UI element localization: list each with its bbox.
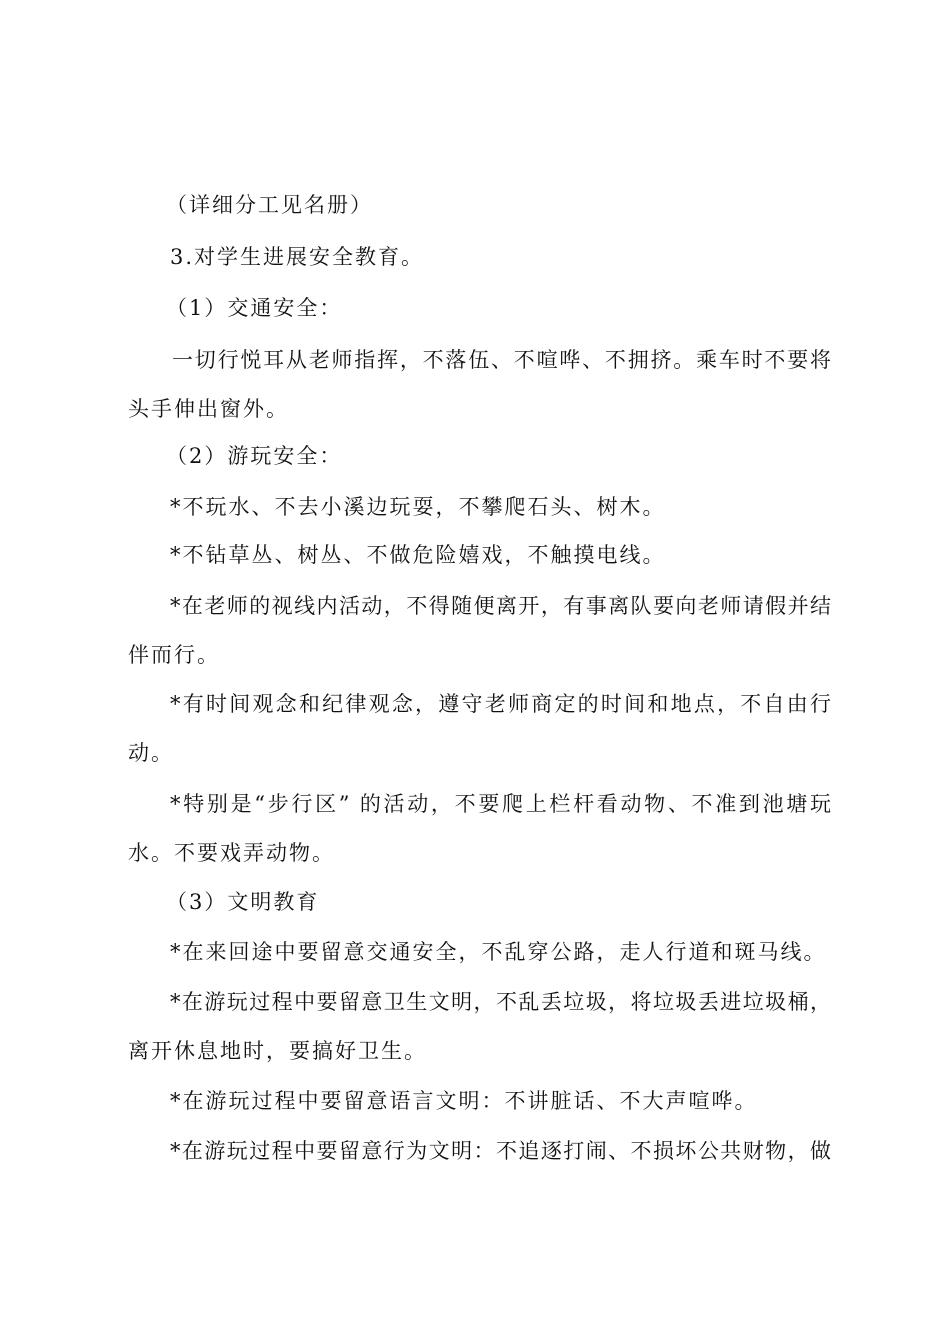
- rule-item-sight-line-2: 伴而行。: [128, 643, 220, 667]
- civility-item-language: *在游玩过程中要留意语言文明：不讲脏话、不大声喧哗。: [170, 1089, 758, 1113]
- rule-item-pedestrian-line-2: 水。不要戏弄动物。: [128, 841, 335, 865]
- paragraph-traffic-line-1: 一切行悦耳从老师指挥，不落伍、不喧哗、不拥挤。乘车时不要将: [172, 348, 832, 372]
- rule-item-bushes: *不钻草丛、树丛、不做危险嬉戏，不触摸电线。: [170, 543, 666, 567]
- paragraph-traffic-line-2: 头手伸出窗外。: [128, 397, 289, 421]
- subheading-traffic-safety: （1）交通安全：: [166, 296, 343, 320]
- civility-item-behavior-line-1: *在游玩过程中要留意行为文明：不追逐打闹、不损坏公共财物，做: [170, 1139, 832, 1163]
- civility-item-traffic: *在来回途中要留意交通安全，不乱穿公路，走人行道和斑马线。: [170, 940, 827, 964]
- rule-item-discipline-line-2: 动。: [128, 741, 174, 765]
- civility-item-hygiene-line-2: 离开休息地时，要搞好卫生。: [128, 1039, 427, 1063]
- civility-item-hygiene-line-1: *在游玩过程中要留意卫生文明，不乱丢垃圾，将垃圾丢进垃圾桶，: [170, 990, 832, 1014]
- heading-safety-education: 3.对学生进展安全教育。: [170, 245, 425, 269]
- rule-item-discipline-line-1: *有时间观念和纪律观念，遵守老师商定的时间和地点，不自由行: [170, 692, 832, 716]
- rule-item-sight-line-1: *在老师的视线内活动，不得随便离开，有事离队要向老师请假并结: [170, 594, 832, 618]
- rule-item-pedestrian-line-1: *特别是“步行区” 的活动，不要爬上栏杆看动物、不准到池塘玩: [170, 792, 832, 816]
- rule-item-water: *不玩水、不去小溪边玩耍，不攀爬石头、树木。: [170, 495, 666, 519]
- note-division-of-labor: （详细分工见名册）: [166, 193, 373, 217]
- subheading-play-safety: （2）游玩安全：: [166, 444, 343, 468]
- subheading-civility-education: （3）文明教育: [166, 890, 320, 914]
